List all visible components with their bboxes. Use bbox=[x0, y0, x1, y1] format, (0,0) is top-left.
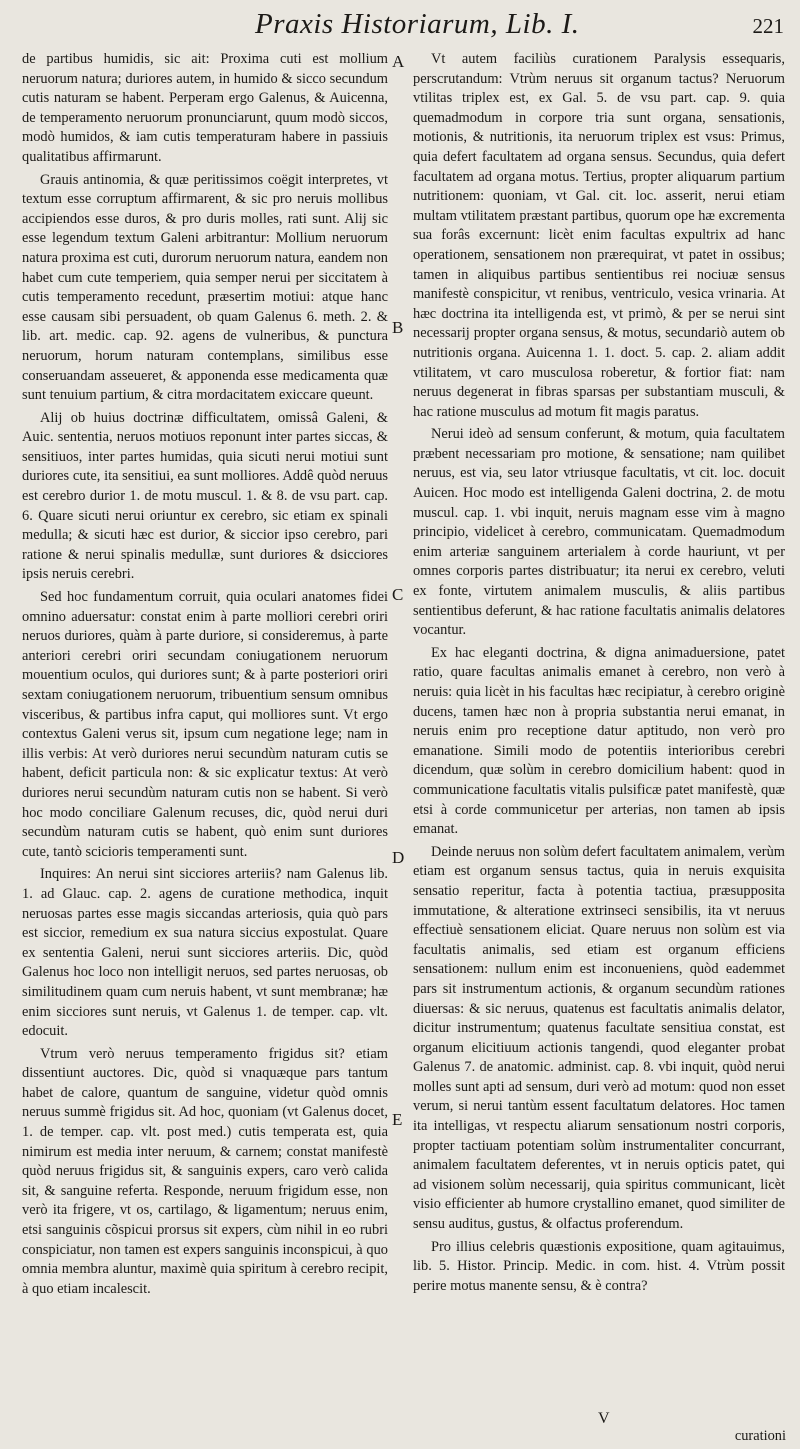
page-number: 221 bbox=[752, 14, 784, 38]
paragraph: Vt autem faciliùs curationem Paralysis essequaris, perscrutandum: Vtrùm neruus sit organum tactus? Neruorum vtilitas triplex est, ex Gal. 5. de vsu part. cap. 9. quia quemadmodum in corpore tria sunt organa, sensationis, motionis, & nutritionis, ita neruorum triplex est vsus: Primus, quia defert facultatem ad organa sensus. Secundus, quia defert facultatem ad organa motus. Tertius, propter aliquarum partium nutritionem: quoniam, vt Gal. cit. loc. asserit, nerui etiam multam vtilitatem præstant partibus, quorum ope hæ excrementa sua forâs excernunt: licèt enim facultas expultrix ad hanc operationem, sensationem non prærequirat, vt patet in ossibus; tamen in aliquibus partibus sentientibus rei nociuæ sensus manifestè conspicitur, vt renibus, ventriculo, vesica vrinaria. At hæc doctrina ita intelligenda est, vt primò, & per se nerui sint necessarij propter organa sensus, & motus, secundariò autem ob nutritionis organa. Auicenna 1. 1. doct. 5. cap. 2. aliam addit vtilitatem, vt caro musculosa roberetur, & fortior fiat: nam neruus degenerat in fibras sparsas per substantiam musculi, & hac ratione musculus ad motum fit magis paratus. bbox=[413, 51, 785, 420]
margin-letter-b: B bbox=[392, 318, 404, 337]
paragraph: Ex hac eleganti doctrina, & digna animaduersione, patet ratio, quare facultas animalis emanet à cerebro, non verò à neruis: quia licèt in his facultas hæc recipiatur, à cerebro originè ducens, tamen hæc non à propria substantia nerui emanat, in neruis enim pro receptione datur aptitudo, non verò pro emanatione. Simili modo de potentiis interioribus cerebri dicendum, quæ solùm in cerebro domicilium habent: quod in communicatione facultatis vitalis pulsificæ patet manifestè, quæ etsi à corde communicetur per arterias, non tamen ab ipsis emanat. bbox=[413, 644, 785, 838]
paragraph: Grauis antinomia, & quæ peritissimos coëgit interpretes, vt textum esse corruptum affirmarent, & sic pro neruis mollibus accipiendos esse duros, & pro duris molles, rati sunt. Alij sic esse legendum textum Galeni arbitrantur: Mollium neruorum natura proxima est cuti, durorum neruorum natura, eandem non habet cum cute temperiem, quia semper nerui per siccitatem à cutis temperamento recedunt, præsertim motiui: atque hanc esse causam sibi persuadent, ob quam Galenus 6. meth. 2. & lib. art. medic. cap. 92. agens de vulneribus, & punctura neruorum, horum naturam contemplans, similibus esse conseruandam asseueret, & apponenda esse medicamenta quæ sunt tenuium partium, & citra mordacitatem exiccare queunt. bbox=[22, 171, 388, 404]
paragraph: Vtrum verò neruus temperamento frigidus sit? etiam dissentiunt auctores. Dic, quòd si vnaquæque pars tantum habet de calore, quantum de sanguine, videtur quòd omnis neruus summè frigidus sit. Ad hoc, quoniam (vt Galenus docet, 1. de temper. cap. vlt. post med.) cutis temperata est, quia nimirum est media inter neruum, & carnem; constat manifestè quòd neruus frigidus sit, & sanguinis expers, caro verò calida sit, & sanguine referta. Responde, neruum frigidum esse, non verò ita frigere, vt os, cartilago, & ligamentum; neruus enim, etsi sanguinis cõspicui prorsus sit expers, cùm nihil in eo rubri conspiciatur, non tamen est expers sanguinis inconspicui, à quo omnia membra aluntur, maximè quia spiritum à cerebro recipit, à quo etiam incalescit. bbox=[22, 1045, 388, 1297]
margin-letter-c: C bbox=[392, 585, 404, 604]
paragraph: Pro illius celebris quæstionis expositione, quam agitauimus, lib. 5. Histor. Princip. Medic. in com. hist. 4. Vtrùm possit perire motus manente sensu, & è contra? bbox=[413, 1238, 785, 1294]
paragraph: Alij ob huius doctrinæ difficultatem, omissâ Galeni, & Auic. sententia, neruos motiuos reponunt inter partes siccas, & sensitiuos, inter partes humidas, quia sicuti nerui motiui sunt duriores cute, ita sensitiui, ea sunt molliores. Addê quòd neruus est cerebro durior 1. de motu muscul. 1. & 8. de vsu part. cap. 6. Quare sicuti nerui oriuntur ex cerebro, sic etiam ex spinali medulla; & sicuti hæc est durior, & siccior ipso cerebro, pari ratione & nerui spinalis medullæ, sunt duriores & dsicciores ipsis neruis cerebri. bbox=[22, 409, 388, 583]
paragraph: Nerui ideò ad sensum conferunt, & motum, quia facultatem præbent necessariam pro motione, & sensatione; nam quilibet neruus, est via, seu lator vtriusque facultatis, vt cit. loc. docuit Auicen. Hoc modo est intelligenda Galeni doctrina, 2. de motu muscul. cap. 1. vbi inquit, neruis magnam esse vim à magno principio, videlicet à cerebro, communicatam. Quemadmodum enim arteriæ sanguinem arterialem à corde hauriunt, vt per omnes corporis partes distribuatur; ita nerui ex cerebro, veluti ex fonte, virtutem animalem musculis, & aliis partibus sentientibus deferunt, & hac ratione facultatis animalis delatores vocantur. bbox=[413, 426, 785, 639]
margin-letter-d: D bbox=[392, 848, 405, 867]
left-column bbox=[22, 50, 388, 1302]
margin-letter-a: A bbox=[392, 52, 405, 71]
catchword: curationi bbox=[734, 1428, 786, 1444]
margin-letter-e: E bbox=[392, 1110, 403, 1129]
right-column bbox=[413, 50, 785, 1299]
running-title: Praxis Historiarum, Lib. I. bbox=[255, 8, 580, 40]
paragraph: Deinde neruus non solùm defert facultatem animalem, verùm etiam est organum sensus tactus, quia in neruis exquisita sensatio reperitur, facta à potentia tactiua, præsupposita immutatione, & alteratione extrinseci sensibilis, ita vt neruus effectiuè sensationem eliciat. Quare neruus non solùm est via facultatis animalis, sed etiam est organum efficiens sensationem: nullum enim est inconueniens, quòd eademmet pars sit instrumentum actionis, & organum secundùm rationes diuersas: & sic neruus, quatenus est facultatis animalis delator, dicitur instrumentum; quatenus facultate sensitiua constat, est organum elicitiuum actionis tangendi, quod eleganter probat Galenus 7. de anatomic. administ. cap. 8. vbi inquit, quòd nerui molles sunt apti ad sensum, duri verò ad motum: quod non esset verum, si nerui tantùm essent facultatum delatores. Hoc tamen ita intelligas, vt respectu aliarum sensationum nostri corporis, propter tactiuam potentiam solùm instrumentaliter concurrant, animalem facultatem deferentes, vt in neruis opticis patet, qui ad visionem solùm necessarij, quia spiritus communicant, licèt visio efficienter ab humore crystallino emanet, quod similiter de sensu auditus, gustus, & olfactus proferendum. bbox=[413, 843, 785, 1233]
signature-mark: V bbox=[598, 1410, 610, 1427]
paragraph: Sed hoc fundamentum corruit, quia oculari anatomes fidei omnino aduersatur: constat enim à parte molliori cerebri oriri neruos duriores, quàm à parte duriore, si consideremus, à parte anteriori cerebri oriri secundam coniugationem neruorum mouentium oculos, qui duriores sunt; & à parte posteriori oriri sextam coniugationem neruorum, tribuentium sensum omnibus visceribus, & partibus infra caput, qui molliores sunt. Vt ergo contextus Galeni verus sit, ipsum cum negatione lege; nam in illis verbis: At verò duriores nerui secundùm naturam cutis se habent, deficit particula non: & sic explicatur textus: At verò duriores nerui secundùm naturam cutis non se habent. Si verò hoc modo conciliare Galenum recuses, dic, quòd nerui duri secundùm naturam cutis se habent, quò enim sunt duriores cute, tantò scicioris temperamenti sunt. bbox=[22, 589, 388, 860]
paragraph: Inquires: An nerui sint sicciores arteriis? nam Galenus lib. 1. ad Glauc. cap. 2. agens de curatione methodica, inquit neruosas partes esse magis siccandas arteriosis, quia quò pars est siccior, remedium ex sua natura siccius expostulat. Quare ex sententia Galeni, nerui sunt sicciores arteriis. Dic, quòd Galenus hoc loco non intelligit neruos, sed partes neruosas, ob similitudinem quam cum neruis habent, vt sunt membranæ; hæ enim sicciores sunt neruis, vt Galenus 1. de temper. cap. vlt. edocuit. bbox=[22, 866, 388, 1040]
paragraph: de partibus humidis, sic ait: Proxima cuti est mollium neruorum natura; duriores autem, in humido & sicco secundum cutis naturam se habent. Perperam ergo Galenus, & Auicenna, de temperamento neruorum pronunciarunt, quum modò siccos, modò humidos, & iam cutis temperaturam habere in passiuis qualitatibus affirmarunt. bbox=[22, 51, 388, 165]
